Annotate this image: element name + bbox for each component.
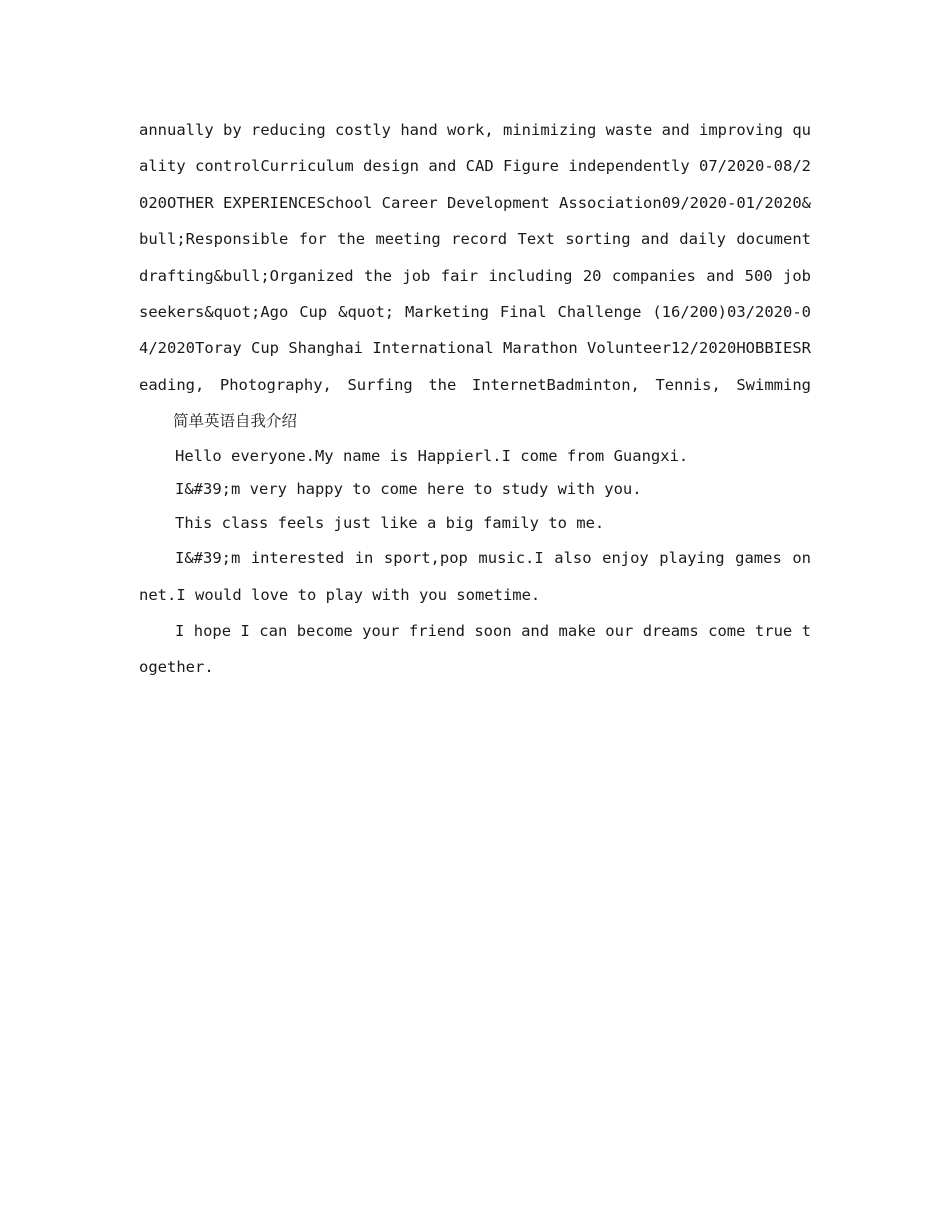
- intro-line: Hello everyone.My name is Happierl.I come from Guangxi.: [175, 446, 689, 465]
- intro-line: This class feels just like a big family to me.: [175, 513, 605, 532]
- intro-line: I hope I can become your friend soon and make our dreams come true together.: [139, 621, 811, 677]
- intro-line: I&#39;m very happy to come here to study with you.: [175, 480, 642, 499]
- section-heading: 简单英语自我介绍: [173, 412, 298, 431]
- resume-paragraph: [139, 112, 811, 440]
- document-body: [139, 112, 811, 686]
- resume-text: annually by reducing costly hand work, minimizing waste and improving quality controlCurriculum design and CAD Figure independently 07/2020-08/2020OTHER EXPERIENCESchool Career Development Association09/2020-01/2020&bull;Responsible for the meeting record Text sorting and daily document drafting&bull;Organized the job fair including 20 companies and 500 job seekers&quot;Ago Cup &quot; Marketing Final Challenge (16/200)03/2020-04/2020Toray Cup Shanghai International Marathon Volunteer12/2020HOBBIESReading, Photography, Surfing the InternetBadminton, Tennis, Swimming: [139, 121, 811, 394]
- intro-line: I&#39;m interested in sport,pop music.I also enjoy playing games on net.I would love to play with you sometime.: [139, 549, 811, 604]
